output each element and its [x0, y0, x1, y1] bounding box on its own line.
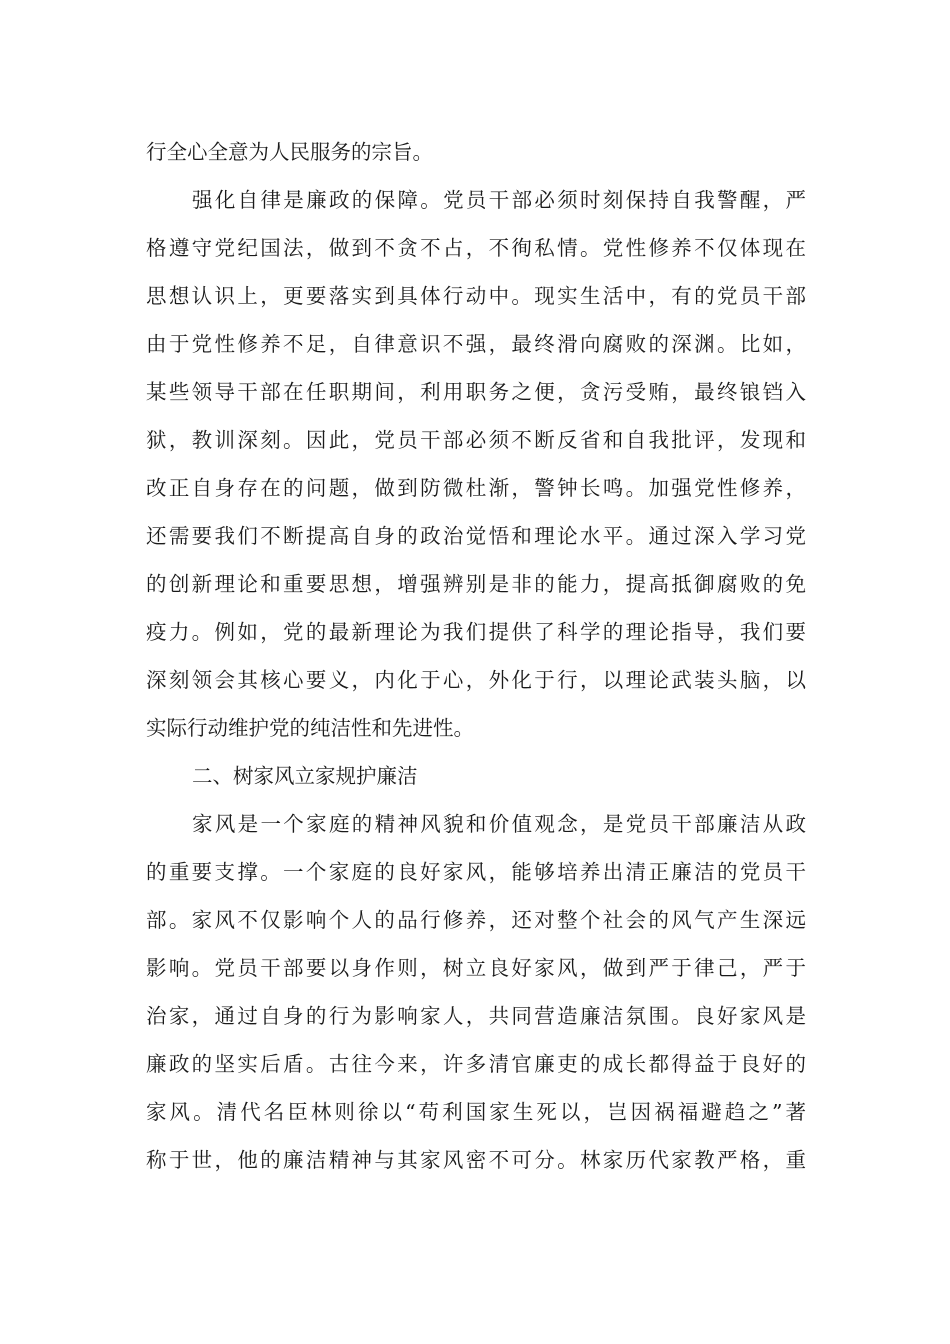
body-text-line: 的重要支撑。一个家庭的良好家风，能够培养出清正廉洁的党员干 [146, 860, 806, 884]
section-heading: 二、树家风立家规护廉洁 [192, 764, 418, 788]
body-text-line: 思想认识上，更要落实到具体行动中。现实生活中，有的党员干部 [146, 284, 806, 308]
body-text-line: 影响。党员干部要以身作则，树立良好家风，做到严于律己，严于 [146, 956, 806, 980]
paragraph-first-line: 家风是一个家庭的精神风貌和价值观念，是党员干部廉洁从政 [192, 812, 806, 836]
body-text-line: 狱，教训深刻。因此，党员干部必须不断反省和自我批评，发现和 [146, 428, 806, 452]
body-text-line: 治家，通过自身的行为影响家人，共同营造廉洁氛围。良好家风是 [146, 1004, 806, 1028]
body-text-line: 由于党性修养不足，自律意识不强，最终滑向腐败的深渊。比如， [146, 332, 806, 356]
body-text-line: 行全心全意为人民服务的宗旨。 [146, 140, 433, 164]
body-text-line: 疫力。例如，党的最新理论为我们提供了科学的理论指导，我们要 [146, 620, 806, 644]
body-text-line: 格遵守党纪国法，做到不贪不占，不徇私情。党性修养不仅体现在 [146, 236, 806, 260]
body-text-line: 某些领导干部在任职期间，利用职务之便，贪污受贿，最终锒铛入 [146, 380, 806, 404]
body-text-line: 廉政的坚实后盾。古往今来，许多清官廉吏的成长都得益于良好的 [146, 1052, 806, 1076]
body-text-line: 实际行动维护党的纯洁性和先进性。 [146, 716, 474, 740]
body-text-line: 深刻领会其核心要义，内化于心，外化于行，以理论武装头脑，以 [146, 668, 806, 692]
body-text-line: 称于世，他的廉洁精神与其家风密不可分。林家历代家教严格，重 [146, 1148, 806, 1172]
body-text-line: 部。家风不仅影响个人的品行修养，还对整个社会的风气产生深远 [146, 908, 806, 932]
paragraph-first-line: 强化自律是廉政的保障。党员干部必须时刻保持自我警醒，严 [192, 188, 806, 212]
body-text-line: 改正自身存在的问题，做到防微杜渐，警钟长鸣。加强党性修养， [146, 476, 806, 500]
body-text-line: 家风。清代名臣林则徐以“苟利国家生死以，岂因祸福避趋之”著 [146, 1100, 806, 1124]
body-text-line: 还需要我们不断提高自身的政治觉悟和理论水平。通过深入学习党 [146, 524, 806, 548]
body-text-line: 的创新理论和重要思想，增强辨别是非的能力，提高抵御腐败的免 [146, 572, 806, 596]
